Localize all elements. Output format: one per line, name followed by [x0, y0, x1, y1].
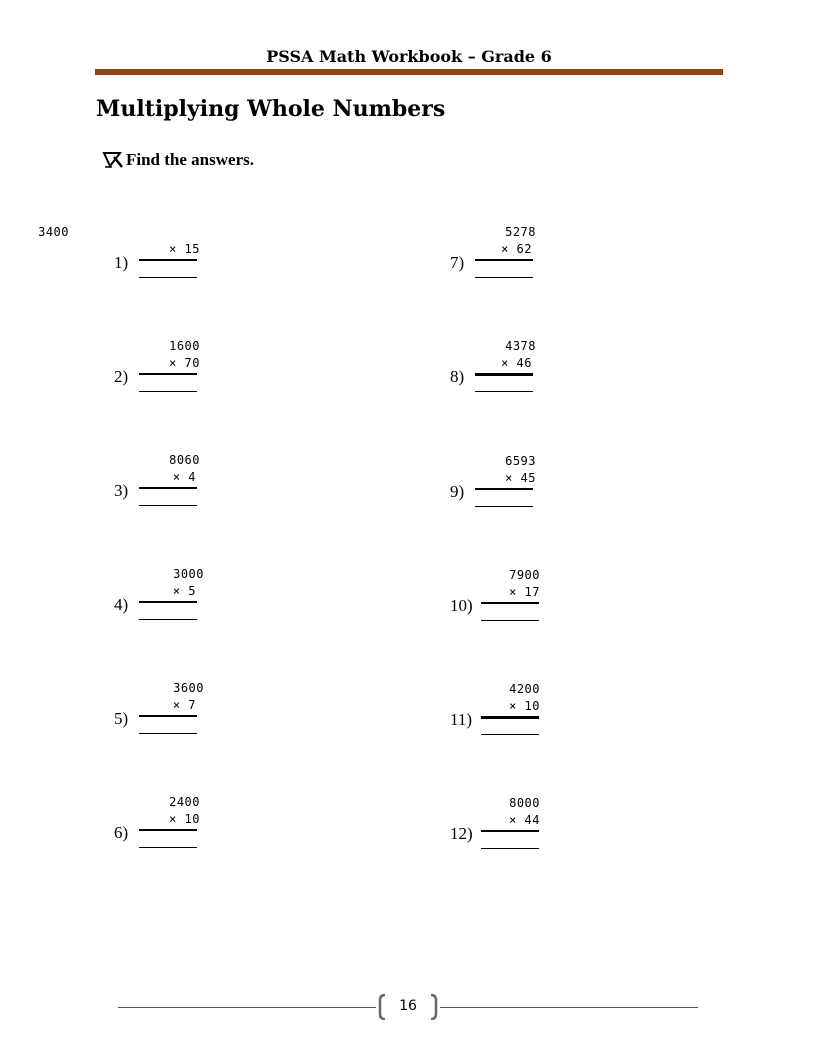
answer-line[interactable]: [139, 505, 197, 506]
problem-number: 5): [114, 709, 129, 728]
problem-6: [114, 795, 234, 857]
problem-8: [450, 339, 570, 401]
problem-number: 11): [450, 710, 473, 729]
instruction: [102, 150, 254, 170]
answer-line[interactable]: [481, 848, 539, 849]
answer-line[interactable]: [139, 847, 197, 848]
product-bar: [475, 373, 533, 376]
product-bar: [475, 259, 533, 261]
page-title: Multiplying Whole Numbers: [96, 96, 446, 122]
multiplicand: 8000: [509, 796, 540, 810]
multiplier: × 5: [172, 584, 196, 598]
problem-12: [450, 796, 570, 858]
multiplier: × 10: [509, 699, 540, 713]
multiplicand: 4378: [505, 339, 536, 353]
answer-line[interactable]: [475, 391, 533, 392]
problem-11: [450, 682, 570, 744]
page-number: 16: [399, 998, 417, 1014]
problem-number: 7): [450, 253, 465, 272]
product-bar: [139, 601, 197, 603]
product-bar: [139, 259, 197, 261]
multiplicand: 1600: [169, 339, 200, 353]
right-bracket-icon: [430, 994, 438, 1020]
problem-number: 12): [450, 824, 473, 843]
pencil-icon: [102, 151, 124, 169]
multiplier: × 46: [501, 356, 532, 370]
multiplier: × 45: [505, 471, 536, 485]
multiplicand: 3000: [173, 567, 204, 581]
answer-line[interactable]: [481, 734, 539, 735]
answer-line[interactable]: [481, 620, 539, 621]
footer-rule-right: [440, 1007, 698, 1008]
answer-line[interactable]: [139, 277, 197, 278]
product-bar: [139, 373, 197, 375]
footer-rule-left: [118, 1007, 376, 1008]
problem-number: 4): [114, 595, 129, 614]
product-bar: [139, 829, 197, 831]
product-bar: [481, 716, 539, 719]
multiplicand: 3600: [173, 681, 204, 695]
problem-5: [114, 681, 234, 743]
product-bar: [475, 488, 533, 490]
problem-number: 8): [450, 367, 465, 386]
multiplicand: 2400: [169, 795, 200, 809]
multiplier: × 62: [501, 242, 532, 256]
instruction-text: Find the answers.: [126, 150, 254, 169]
multiplier: × 15: [169, 242, 200, 256]
problem-4: [114, 567, 234, 629]
answer-line[interactable]: [139, 391, 197, 392]
multiplier: × 17: [509, 585, 540, 599]
multiplicand: 8060: [169, 453, 200, 467]
workbook-header: PSSA Math Workbook – Grade 6: [266, 47, 552, 66]
problem-2: [114, 339, 234, 401]
answer-line[interactable]: [475, 506, 533, 507]
multiplicand: 4200: [509, 682, 540, 696]
product-bar: [481, 830, 539, 832]
answer-line[interactable]: [475, 277, 533, 278]
product-bar: [481, 602, 539, 604]
multiplier: × 4: [172, 470, 196, 484]
problem-3: [114, 453, 234, 515]
problem-10: [450, 568, 570, 630]
multiplier: × 70: [169, 356, 200, 370]
multiplicand: 3400: [38, 225, 69, 239]
multiplier: × 7: [172, 698, 196, 712]
page-number-box: [378, 994, 438, 1020]
problem-number: 10): [450, 596, 473, 615]
problem-number: 9): [450, 482, 465, 501]
answer-line[interactable]: [139, 619, 197, 620]
problem-1: [38, 225, 234, 287]
multiplicand: 6593: [505, 454, 536, 468]
answer-line[interactable]: [139, 733, 197, 734]
product-bar: [139, 715, 197, 717]
problem-number: 3): [114, 481, 129, 500]
multiplier: × 10: [169, 812, 200, 826]
multiplier: × 44: [509, 813, 540, 827]
problem-7: [450, 225, 570, 287]
problem-number: 2): [114, 367, 129, 386]
multiplicand: 5278: [505, 225, 536, 239]
header-rule: [95, 69, 723, 75]
problem-9: [450, 454, 570, 516]
multiplicand: 7900: [509, 568, 540, 582]
problem-number: 1): [114, 253, 129, 272]
problem-number: 6): [114, 823, 129, 842]
product-bar: [139, 487, 197, 489]
